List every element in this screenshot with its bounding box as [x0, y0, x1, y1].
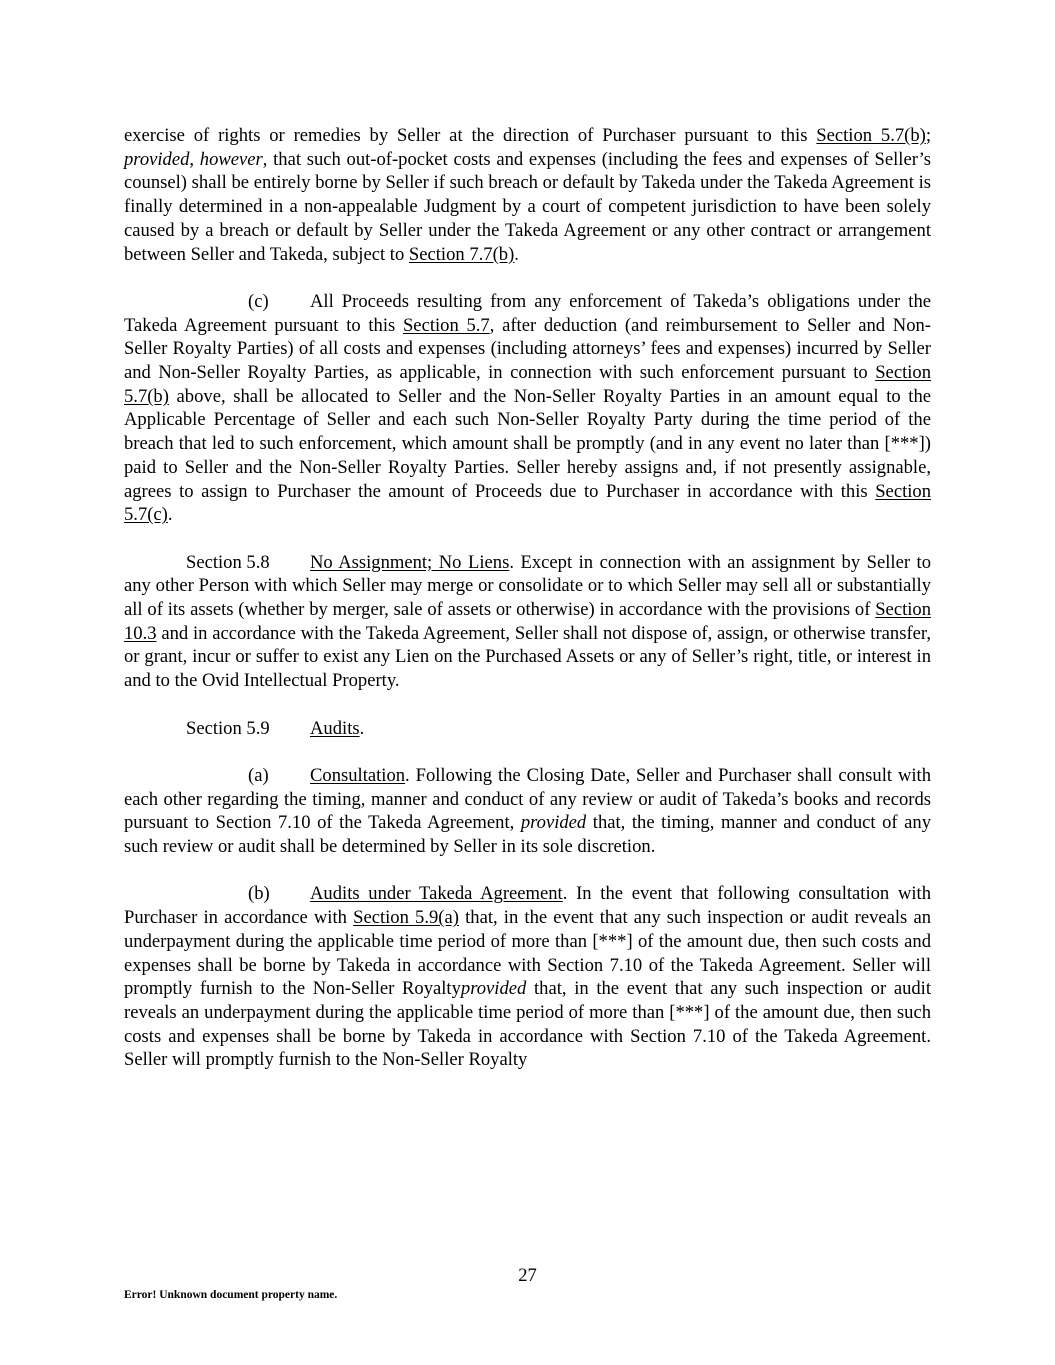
- clause-label: (c): [248, 290, 269, 312]
- paragraph-section-5-9: Section 5.9 Audits.: [186, 717, 365, 739]
- section-reference: Section 5.7: [402, 314, 490, 336]
- section-reference: Section 5.7(b): [124, 362, 931, 407]
- paragraph-5-9b: (b) Audits under Takeda Agreement. In the event that following consultation with Purchaser in accordance with Section 5.9(a) that, in the event that any such inspection or audit reveals an underpayment during the applicable time period of more than [***] of the amount due, then such costs and expenses shall be borne by Takeda in accordance with Section 7.10 of the Takeda Agreement. Seller will promptly furnish to the Non-Seller Royaltyprovided that, in the event that any such inspection or audit reveals an underpayment during the applicable time period of more than [***] of the amount due, then such costs and expenses shall be borne by Takeda in accordance with Section 7.10 of the Takeda Agreement. Seller will promptly furnish to the Non-Seller Royalty: [124, 883, 932, 1071]
- section-number: Section 5.8: [186, 551, 270, 573]
- section-heading: Audits: [310, 717, 360, 739]
- page-number: 27: [518, 1265, 537, 1286]
- section-reference: Section 5.7(b): [816, 125, 926, 146]
- section-reference: Section 5.9(a): [353, 907, 459, 929]
- paragraph-5-9a: (a) Consultation. Following the Closing Date, Seller and Purchaser shall consult with each other regarding the timing, manner and conduct of any review or audit of Takeda’s books and records pursuant to Section 7.10 of the Takeda Agreement, provided that, the timing, manner and conduct of any such review or audit shall be determined by Seller in its sole discretion.: [124, 764, 931, 858]
- footer-error-text: Error! Unknown document property name.: [124, 1289, 338, 1301]
- clause-label: (b): [248, 883, 270, 905]
- section-reference: Section 10.3: [124, 599, 931, 644]
- clause-heading: Consultation: [310, 764, 406, 786]
- clause-label: (a): [248, 764, 269, 786]
- section-reference: Section 5.7(c): [124, 480, 931, 526]
- section-number: Section 5.9: [186, 717, 270, 739]
- section-heading: No Assignment; No Liens: [310, 551, 510, 573]
- paragraph-continuation-5-7b: exercise of rights or remedies by Seller at the direction of Purchaser pursuant to this Section 5.7(b); provided, however, that such out-of-pocket costs and expenses (including the fees and expenses of Seller’s counsel) shall be entirely borne by Seller if such breach or default by Takeda under the Takeda Agreement is finally determined in a non-appealable Judgment by a court of competent jurisdiction to have been solely caused by a breach or default by Seller under the Takeda Agreement or any other contract or arrangement between Seller and Takeda, subject to Section 7.7(b).: [124, 125, 932, 265]
- document-body: [124, 124, 931, 1096]
- paragraph-5-7c: (c) All Proceeds resulting from any enforcement of Takeda’s obligations under the Takeda Agreement pursuant to this Section 5.7, after deduction (and reimbursement to Seller and Non-Seller Royalty Parties) of all costs and expenses (including attorneys’ fees and expenses) incurred by Seller and Non-Seller Royalty Parties, as applicable, in connection with such enforcement pursuant to Section 5.7(b) above, shall be allocated to Seller and the Non-Seller Royalty Parties in an amount equal to the Applicable Percentage of Seller and each such Non-Seller Royalty Party during the time period of the breach that led to such enforcement, which amount shall be promptly (and in any event no later than [***]) paid to Seller and the Non-Seller Royalty Parties. Seller hereby assigns and, if not presently assignable, agrees to assign to Purchaser the amount of Proceeds due to Purchaser in accordance with this Section 5.7(c).: [124, 290, 931, 526]
- section-reference: Section 7.7(b): [408, 243, 515, 265]
- paragraph-section-5-8: Section 5.8 No Assignment; No Liens. Except in connection with an assignment by Seller to any other Person with which Seller may merge or consolidate or to which Seller may sell all or substantially all of its assets (whether by merger, sale of assets or otherwise) in accordance with the provisions of Section 10.3 and in accordance with the Takeda Agreement, Seller shall not dispose of, assign, or otherwise transfer, or grant, incur or suffer to exist any Lien on the Purchased Assets or any of Seller’s right, title, or interest in and to the Ovid Intellectual Property.: [124, 551, 932, 692]
- clause-heading: Audits under Takeda Agreement: [310, 883, 563, 905]
